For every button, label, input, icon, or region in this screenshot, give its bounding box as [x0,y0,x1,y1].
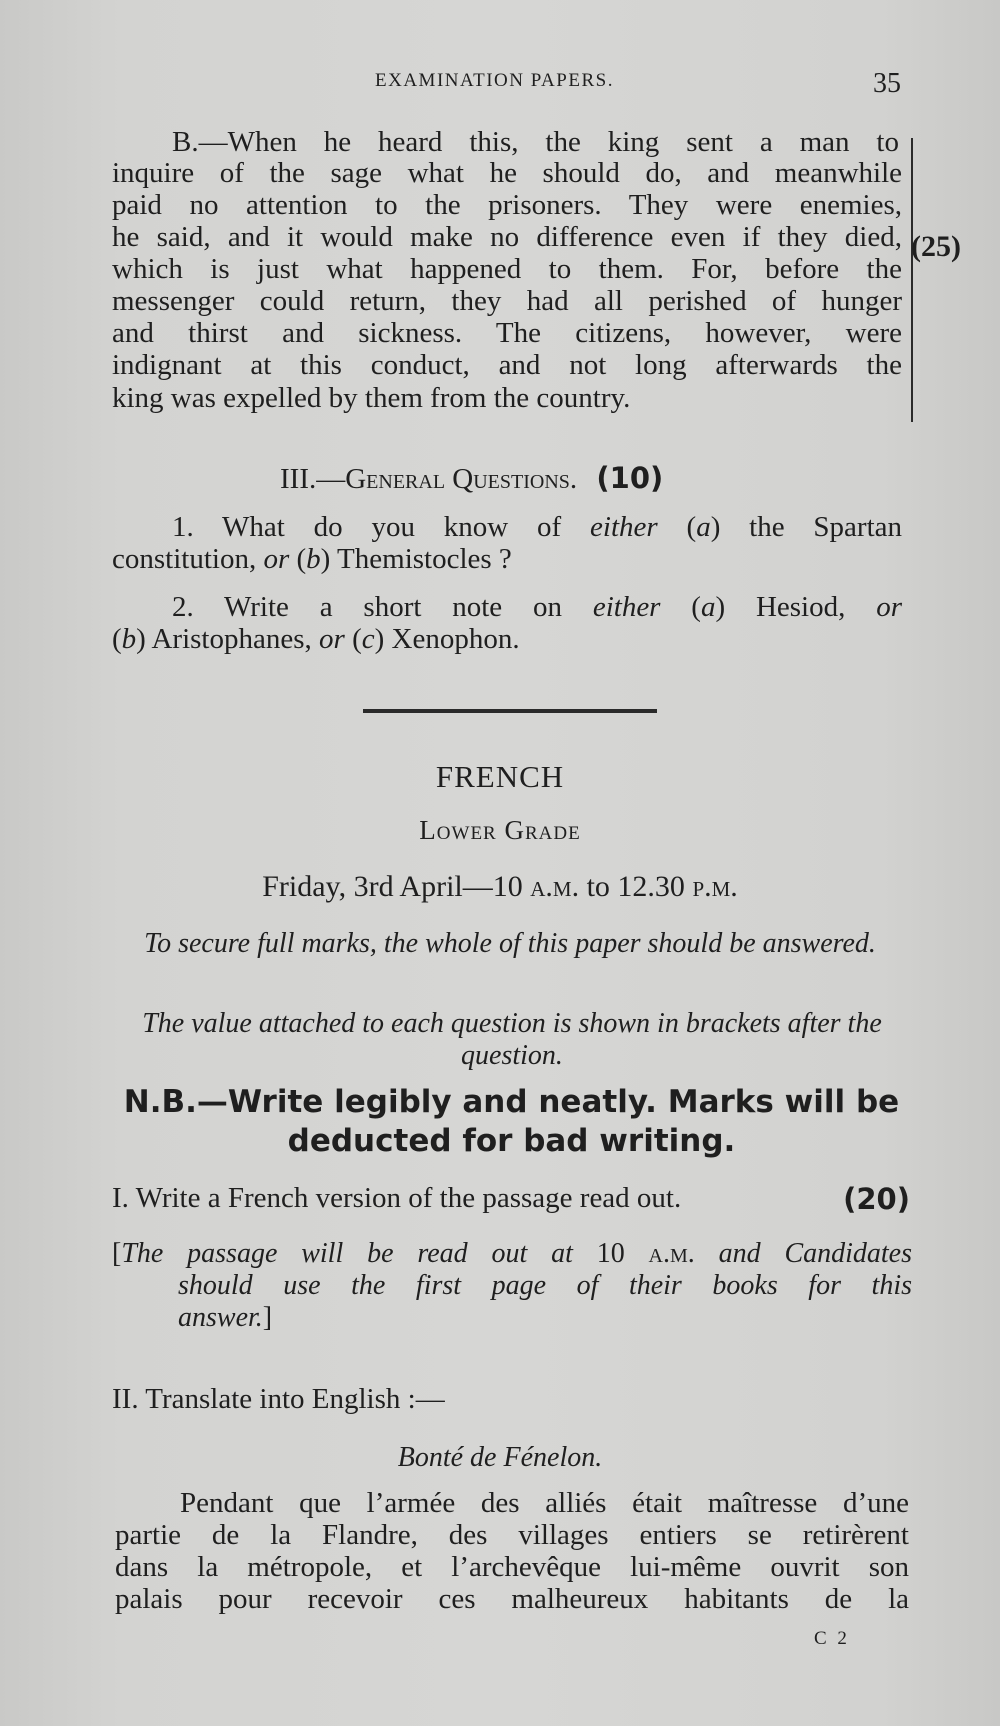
passage-b-line: which is just what happened to them. For, before the [112,253,902,285]
instruction-full-marks: To secure full marks, the whole of this paper should be answered. [144,928,876,959]
passage-b-line: B.—When he heard this, the king sent a man to [172,126,899,158]
french-title: FRENCH [435,759,565,794]
passage-b-line: indignant at this conduct, and not long afterwards the [112,349,902,381]
passage-title: Bonté de Fénelon. [397,1442,603,1473]
passage-b-marks: (25) [911,230,961,263]
passage-b-line: paid no attention to the prisoners. They were enemies, [112,189,902,221]
passage-b-line: messenger could return, they had all perished of hunger [112,285,902,317]
passage-b-line: he said, and it would make no difference even if they died, [112,221,902,253]
exam-date: Friday, 3rd April—10 a.m. to 12.30 p.m. [262,870,738,903]
general-questions-heading: III.—General Questions. (10) [280,461,664,495]
signature-mark: C 2 [814,1628,850,1649]
french-q1-marks: (20) [843,1182,910,1216]
french-grade: Lower Grade [419,815,581,845]
nb-notice: N.B.—Write legibly and neatly. Marks will be deducted for bad writing. [123,1084,900,1159]
section-divider [363,709,657,713]
french-question-2: II. Translate into English :— [112,1383,445,1415]
question-1: 1. What do you know of either (a) the Spartan constitution, or (b) Themistocles ? [112,511,902,575]
french-q1-note: [The passage will be read out at 10 a.m. and Candidates should use the first page of their books for this answer.] [112,1238,913,1333]
q1-line1-tail: ) the Spartan [710,511,902,543]
page-number: 35 [873,68,901,99]
passage-line: partie de la Flandre, des villages entiers se retirèrent [115,1519,909,1551]
passage-b-line: inquire of the sage what he should do, and meanwhile [112,157,902,189]
passage-line: Pendant que l’armée des alliés était maîtresse d’une [180,1487,909,1519]
passage-b-line: and thirst and sickness. The citizens, however, were [112,317,902,349]
passage-line: palais pour recevoir ces malheureux habitants de la [115,1583,909,1615]
marks-bracket [903,138,913,422]
passage-b-line: king was expelled by them from the country. [112,382,631,414]
passage-line: dans la métropole, et l’archevêque lui-même ouvrit son [115,1551,909,1583]
question-2: 2. Write a short note on either (a) Hesiod, or (b) Aristophanes, or (c) Xenophon. [112,591,902,655]
french-question-1: I. Write a French version of the passage read out. (20) [112,1182,910,1216]
running-title: EXAMINATION PAPERS. [375,70,614,91]
instruction-value: The value attached to each question is shown in brackets after the question. [142,1008,882,1071]
general-questions-marks: (10) [596,461,664,495]
